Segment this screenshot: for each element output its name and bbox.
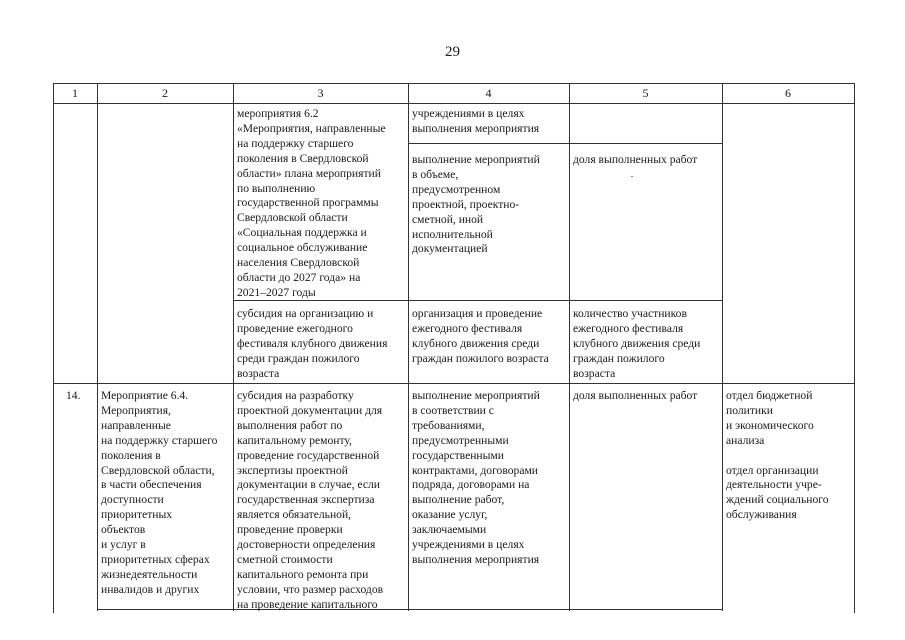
column-header: 4 bbox=[485, 86, 492, 100]
table-cell: учреждениями в целях выполнения мероприятия bbox=[412, 107, 540, 135]
column-header: 1 bbox=[72, 86, 78, 100]
col-border bbox=[233, 83, 234, 611]
column-header: 5 bbox=[642, 86, 649, 100]
header-bottom-border bbox=[53, 103, 855, 104]
scan-speck bbox=[631, 176, 633, 177]
col-border bbox=[97, 83, 98, 611]
table-cell: Мероприятие 6.4. Мероприятия, направленные на поддержку старшего поколения в Свердловской области, в части обеспечения доступности приоритетных объектов и услуг в приоритетных сферах жизнедеятельности инвалидов и других bbox=[101, 389, 218, 596]
col-border bbox=[53, 83, 54, 613]
table-cell: отдел бюджетной политики и экономического анализа отдел организации деятельности учре- ждений социального обслуживания bbox=[726, 389, 829, 522]
table-cell: количество участников ежегодного фестиваля клубного движения среди граждан пожилого возраста bbox=[573, 307, 701, 380]
table-cell: мероприятия 6.2 «Мероприятия, направленные на поддержку старшего поколения в Свердловской области» плана мероприятий по выполнению государственной программы Свердловской области «Социальная поддержка и социальное обслуживание населения Свердловской области до 2027 года» на 2021–2027 годы bbox=[237, 107, 386, 299]
column-header: 6 bbox=[785, 86, 791, 100]
row-divider bbox=[408, 143, 722, 144]
table-cell: субсидия на разработку проектной документации для выполнения работ по капитальному ремонту, проведение государственной экспертизы проектной документации в случае, если государственная экспертиза является обязательной, проведение проверки достоверности определения сметной стоимости капитального ремонта при условии, что размер расходов на проведение капитального bbox=[237, 389, 384, 611]
table-cell: доля выполненных работ bbox=[573, 389, 698, 402]
table-cell: выполнение мероприятий в объеме, предусмотренном проектной, проектно- сметной, иной исполнительной документацией bbox=[412, 153, 540, 256]
table-cell: доля выполненных работ bbox=[573, 153, 698, 166]
col-border bbox=[722, 83, 723, 611]
table-bottom-border bbox=[97, 609, 722, 610]
table-cell: субсидия на организацию и проведение ежегодного фестиваля клубного движения среди граждан пожилого возраста bbox=[237, 307, 388, 380]
col-border bbox=[408, 83, 409, 611]
page-number: 29 bbox=[445, 44, 460, 60]
row-divider bbox=[53, 383, 855, 384]
table-cell: организация и проведение ежегодного фестиваля клубного движения среди граждан пожилого возраста bbox=[412, 307, 549, 365]
col-border bbox=[854, 83, 855, 613]
column-header: 3 bbox=[317, 86, 324, 100]
table-cell: выполнение мероприятий в соответствии с требованиями, предусмотренными государственными контрактами, договорами подряда, договорами на выполнение работ, оказание услуг, заключаемыми учреждениями в целях выполнения мероприятия bbox=[412, 389, 540, 566]
row-number: 14. bbox=[66, 389, 81, 402]
column-header: 2 bbox=[162, 86, 168, 100]
